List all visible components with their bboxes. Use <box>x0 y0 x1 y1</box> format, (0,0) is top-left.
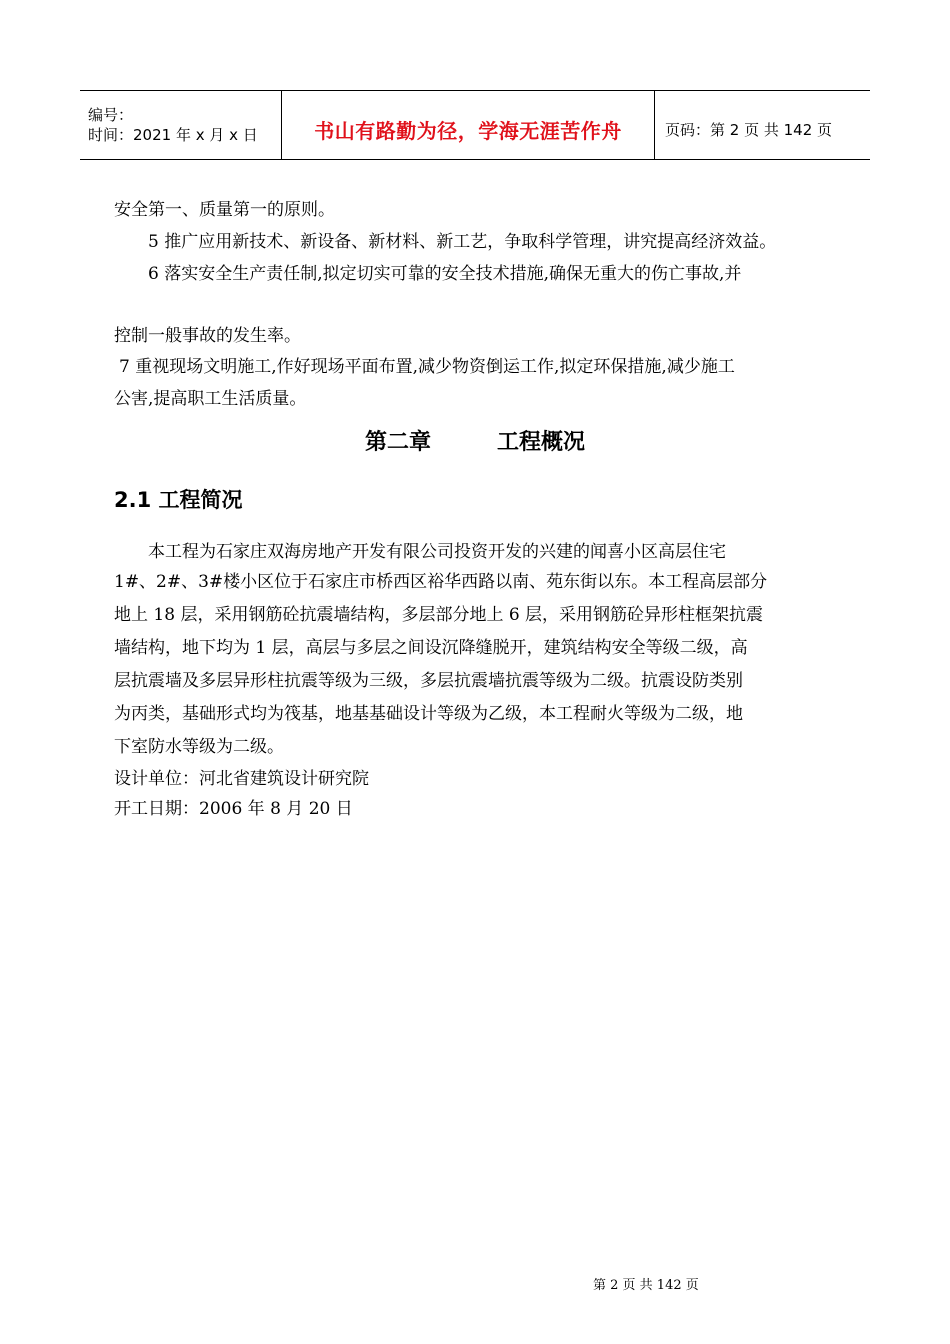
paragraph-line: 墙结构，地下均为 1 层，高层与多层之间设沉降缝脱开，建筑结构安全等级二级，高 <box>114 638 748 658</box>
chapter-heading <box>0 425 950 456</box>
paragraph-line: 本工程为石家庄双海房地产开发有限公司投资开发的兴建的闻喜小区高层住宅 <box>148 542 726 562</box>
paragraph-line: 下室防水等级为二级。 <box>114 737 284 757</box>
paragraph-line: 为丙类，基础形式均为筏基，地基基础设计等级为乙级，本工程耐火等级为二级，地 <box>114 704 743 724</box>
body-line: 公害,提高职工生活质量。 <box>114 389 307 409</box>
section-title: 2.1 工程简况 <box>114 488 243 512</box>
body-line: 控制一般事故的发生率。 <box>114 326 301 346</box>
paragraph-line: 地上 18 层，采用钢筋砼抗震墙结构，多层部分地上 6 层，采用钢筋砼异形柱框架抗震 <box>114 605 764 625</box>
paragraph-line: 层抗震墙及多层异形柱抗震等级为三级，多层抗震墙抗震等级为二级。抗震设防类别 <box>114 671 743 691</box>
chapter-number: 第二章 <box>364 430 431 455</box>
body-line: 6 落实安全生产责任制,拟定切实可靠的安全技术措施,确保无重大的伤亡事故,并 <box>148 264 742 284</box>
number-label: 编号： <box>88 106 134 124</box>
paragraph-line: 1#、2#、3#楼小区位于石家庄市桥西区裕华西路以南、苑东街以东。本工程高层部分 <box>114 572 768 592</box>
header-motto: 书山有路勤为径，学海无涯苦作舟 <box>282 91 655 159</box>
body-line: 安全第一、质量第一的原则。 <box>114 200 335 220</box>
header-page-info: 页码：第 2 页 共 142 页 <box>665 120 833 139</box>
header-meta <box>80 91 282 159</box>
start-date: 开工日期：2006 年 8 月 20 日 <box>114 799 353 819</box>
page-footer: 第 2 页 共 142 页 <box>593 1278 699 1293</box>
design-unit: 设计单位：河北省建筑设计研究院 <box>114 769 369 789</box>
time-label: 时间：2021 年 x 月 x 日 <box>88 126 258 144</box>
document-header <box>80 90 870 160</box>
body-line: 7 重视现场文明施工,作好现场平面布置,减少物资倒运工作,拟定环保措施,减少施工 <box>119 357 735 377</box>
body-line: 5 推广应用新技术、新设备、新材料、新工艺，争取科学管理，讲究提高经济效益。 <box>148 232 777 252</box>
chapter-title: 工程概况 <box>497 430 586 455</box>
